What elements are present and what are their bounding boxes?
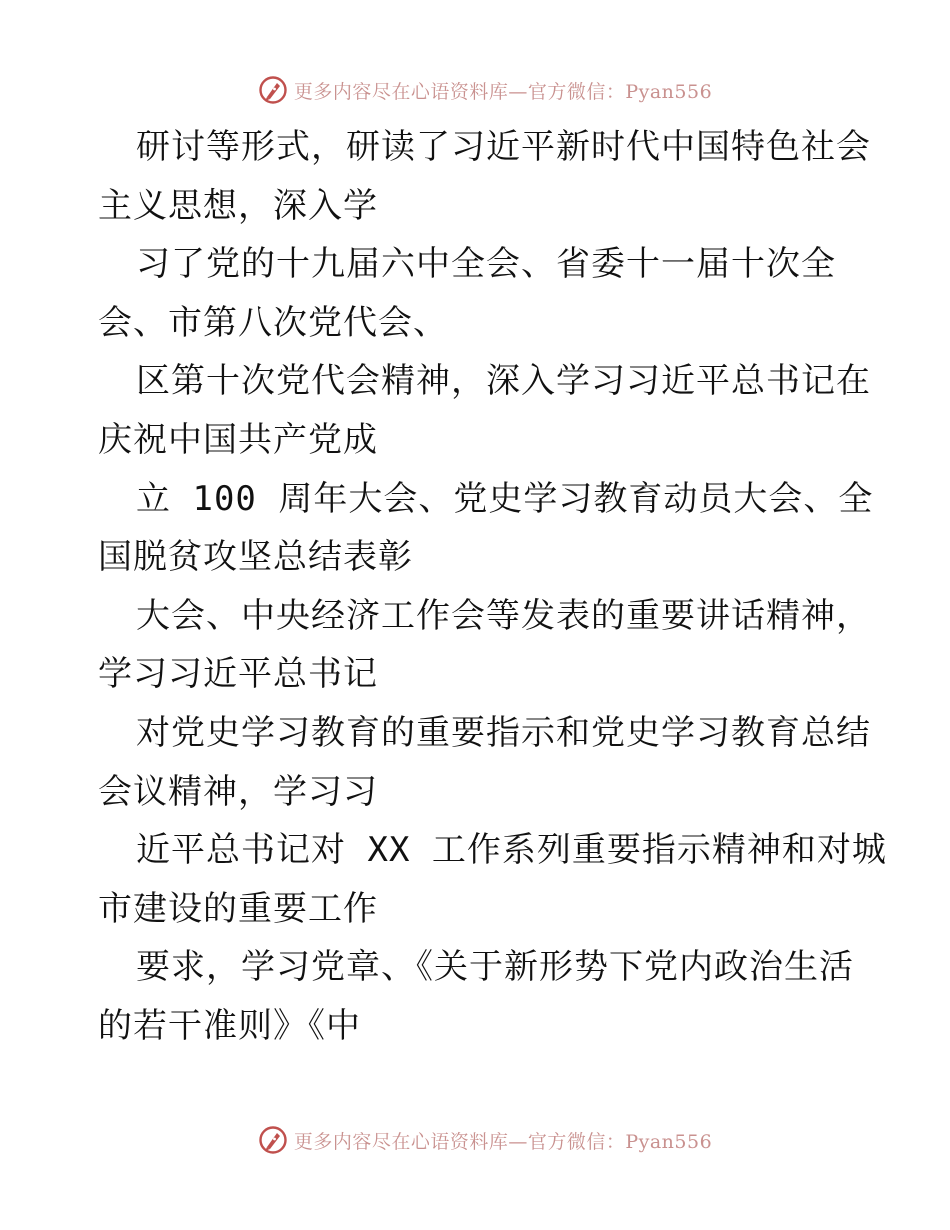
footer-watermark-banner [0,1120,950,1160]
document-body [98,118,887,1056]
body-line: 大会、中央经济工作会等发表的重要讲话精神， [136,595,871,636]
pen-nib-logo-icon [258,75,288,105]
body-line: 主义思想，深入学 [98,185,378,226]
body-line: 国脱贫攻坚总结表彰 [98,537,413,578]
body-line: 对党史学习教育的重要指示和党史学习教育总结 [136,712,871,753]
body-line: 会议精神，学习习 [98,771,378,812]
body-line: 区第十次党代会精神，深入学习习近平总书记在 [136,361,871,402]
body-line: 立 100 周年大会、党史学习教育动员大会、全 [136,478,874,519]
footer-watermark-text: 更多内容尽在心语资料库—官方微信：Pyan556 [293,1130,713,1153]
body-line: 会、市第八次党代会、 [98,302,448,343]
body-line: 市建设的重要工作 [98,888,378,929]
header-watermark-banner [0,70,950,110]
header-watermark-text: 更多内容尽在心语资料库—官方微信：Pyan556 [293,80,713,103]
body-line: 近平总书记对 XX 工作系列重要指示精神和对城 [136,830,887,871]
body-line: 习了党的十九届六中全会、省委十一届十次全 [136,244,836,285]
pen-nib-logo-icon [258,1125,288,1155]
body-line: 研讨等形式，研读了习近平新时代中国特色社会 [136,127,871,167]
body-line: 的若干准则》《中 [98,1005,361,1046]
body-line: 庆祝中国共产党成 [98,419,378,460]
body-line: 要求，学习党章、《关于新形势下党内政治生活 [136,947,854,988]
body-line: 学习习近平总书记 [98,654,378,695]
